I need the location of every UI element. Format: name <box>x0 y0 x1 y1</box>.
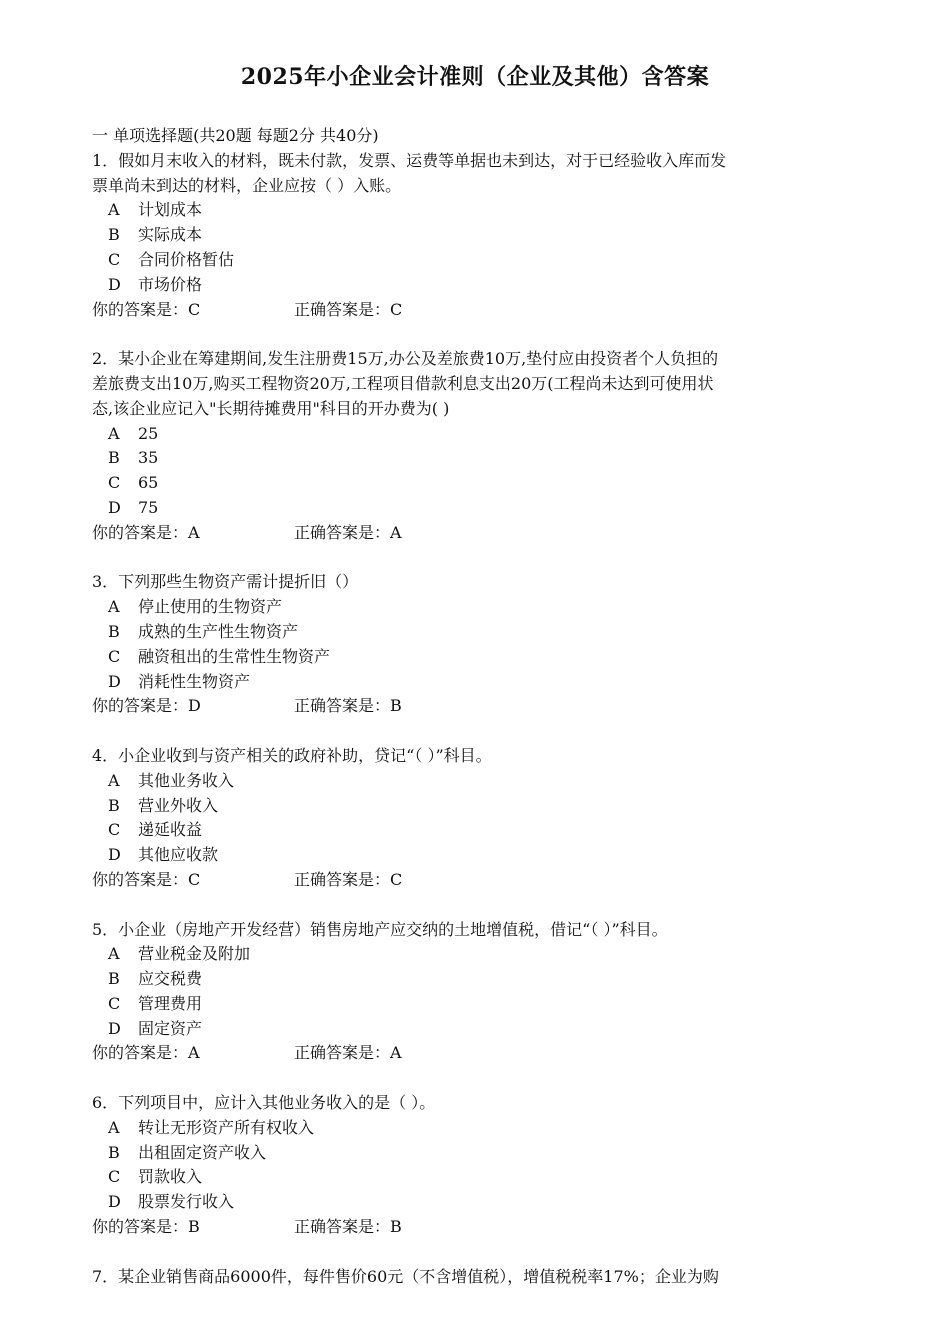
answer-line <box>92 521 872 546</box>
option-letter: B <box>108 621 120 641</box>
correct-answer-value: A <box>390 522 402 542</box>
your-answer <box>92 868 294 893</box>
option-c <box>92 818 872 843</box>
option-letter: B <box>108 969 120 989</box>
correct-answer-prefix: 正确答案是： <box>294 869 391 889</box>
your-answer <box>92 694 294 719</box>
correct-answer <box>294 523 402 542</box>
question-6 <box>92 1091 872 1240</box>
question-4 <box>92 744 872 893</box>
option-text: 转让无形资产所有权收入 <box>138 1117 315 1137</box>
option-text: 营业税金及附加 <box>138 944 251 964</box>
option-letter: C <box>108 820 121 840</box>
option-a <box>92 1116 872 1141</box>
option-letter: D <box>108 1018 121 1038</box>
option-text: 融资租出的生常性生物资产 <box>138 646 331 666</box>
option-text: 合同价格暂估 <box>138 249 235 269</box>
option-letter: A <box>108 944 120 964</box>
answer-line <box>92 868 872 893</box>
option-b <box>92 794 872 819</box>
option-text: 成熟的生产性生物资产 <box>138 621 299 641</box>
your-answer-prefix: 你的答案是： <box>92 1217 189 1237</box>
correct-answer-value: B <box>390 696 402 716</box>
option-c <box>92 992 872 1017</box>
option-a <box>92 942 872 967</box>
correct-answer-value: B <box>390 1217 402 1237</box>
option-b <box>92 1141 872 1166</box>
question-stem: 态,该企业应记入"长期待摊费用"科目的开办费为( ) <box>92 398 450 418</box>
option-c <box>92 471 872 496</box>
option-text: 固定资产 <box>138 1018 203 1038</box>
option-letter: A <box>108 1117 120 1137</box>
option-letter: C <box>108 646 121 666</box>
option-text: 实际成本 <box>138 225 203 245</box>
correct-answer-prefix: 正确答案是： <box>294 696 391 716</box>
your-answer <box>92 1041 294 1066</box>
option-d <box>92 843 872 868</box>
answer-line <box>92 694 872 719</box>
question-1 <box>92 149 872 323</box>
option-a <box>92 198 872 223</box>
correct-answer-prefix: 正确答案是： <box>294 522 391 542</box>
your-answer-value: D <box>188 696 201 716</box>
question-stem: 7．某企业销售商品6000件，每件售价60元（不含增值税），增值税税率17%；企业为购 <box>92 1266 719 1286</box>
option-text: 营业外收入 <box>138 795 219 815</box>
question-7 <box>92 1265 872 1290</box>
option-d <box>92 670 872 695</box>
option-letter: C <box>108 993 121 1013</box>
your-answer <box>92 1215 294 1240</box>
option-letter: A <box>108 200 120 220</box>
option-letter: B <box>108 225 120 245</box>
option-text: 停止使用的生物资产 <box>138 597 283 617</box>
option-text: 消耗性生物资产 <box>138 671 251 691</box>
option-letter: D <box>108 497 121 517</box>
document-body <box>92 124 872 1289</box>
your-answer-prefix: 你的答案是： <box>92 1043 189 1063</box>
option-letter: D <box>108 845 121 865</box>
option-a <box>92 595 872 620</box>
option-d <box>92 273 872 298</box>
option-text: 65 <box>138 473 159 493</box>
option-letter: D <box>108 671 121 691</box>
question-stem: 差旅费支出10万,购买工程物资20万,工程项目借款利息支出20万(工程尚未达到可使用状 <box>92 373 714 393</box>
option-letter: B <box>108 795 120 815</box>
option-letter: A <box>108 770 120 790</box>
option-text: 递延收益 <box>138 820 203 840</box>
your-answer-value: C <box>188 299 201 319</box>
your-answer-prefix: 你的答案是： <box>92 869 189 889</box>
option-letter: D <box>108 1192 121 1212</box>
question-stem: 6．下列项目中，应计入其他业务收入的是（ ）。 <box>92 1093 436 1113</box>
option-letter: B <box>108 448 120 468</box>
option-letter: A <box>108 423 120 443</box>
correct-answer-value: C <box>390 299 403 319</box>
option-d <box>92 1190 872 1215</box>
question-stem: 5．小企业（房地产开发经营）销售房地产应交纳的土地增值税，借记“（ ）”科目。 <box>92 919 668 939</box>
your-answer-value: A <box>188 522 200 542</box>
your-answer <box>92 298 294 323</box>
option-b <box>92 446 872 471</box>
option-letter: B <box>108 1142 120 1162</box>
option-d <box>92 1017 872 1042</box>
option-text: 35 <box>138 448 159 468</box>
correct-answer <box>294 1217 402 1236</box>
option-text: 管理费用 <box>138 993 203 1013</box>
correct-answer <box>294 870 402 889</box>
option-letter: A <box>108 597 120 617</box>
option-text: 罚款收入 <box>138 1167 203 1187</box>
question-5 <box>92 918 872 1067</box>
option-a <box>92 769 872 794</box>
correct-answer <box>294 1043 402 1062</box>
option-letter: C <box>108 473 121 493</box>
section-heading: 一 单项选择题(共20题 每题2分 共40分) <box>92 126 379 145</box>
question-stem: 2．某小企业在筹建期间,发生注册费15万,办公及差旅费10万,垫付应由投资者个人负担的 <box>92 349 719 369</box>
your-answer-value: A <box>188 1043 200 1063</box>
your-answer-value: B <box>188 1217 200 1237</box>
option-c <box>92 645 872 670</box>
correct-answer-value: A <box>390 1043 402 1063</box>
correct-answer <box>294 696 402 715</box>
option-letter: C <box>108 249 121 269</box>
option-text: 股票发行收入 <box>138 1192 235 1212</box>
correct-answer-prefix: 正确答案是： <box>294 1217 391 1237</box>
option-text: 应交税费 <box>138 969 203 989</box>
your-answer-prefix: 你的答案是： <box>92 299 189 319</box>
option-b <box>92 620 872 645</box>
option-text: 其他业务收入 <box>138 770 235 790</box>
your-answer-prefix: 你的答案是： <box>92 522 189 542</box>
question-stem: 4．小企业收到与资产相关的政府补助，贷记“（ ）”科目。 <box>92 745 492 765</box>
question-3 <box>92 570 872 719</box>
correct-answer <box>294 300 402 319</box>
option-c <box>92 248 872 273</box>
option-c <box>92 1165 872 1190</box>
your-answer-prefix: 你的答案是： <box>92 696 189 716</box>
option-letter: C <box>108 1167 121 1187</box>
question-stem: 票单尚未到达的材料，企业应按（ ）入账。 <box>92 175 402 195</box>
option-b <box>92 223 872 248</box>
option-text: 25 <box>138 423 159 443</box>
question-2 <box>92 347 872 545</box>
question-stem: 3．下列那些生物资产需计提折旧（） <box>92 572 359 592</box>
option-a <box>92 422 872 447</box>
answer-line <box>92 1215 872 1240</box>
option-text: 其他应收款 <box>138 845 219 865</box>
correct-answer-value: C <box>390 869 403 889</box>
option-text: 出租固定资产收入 <box>138 1142 267 1162</box>
your-answer <box>92 521 294 546</box>
your-answer-value: C <box>188 869 201 889</box>
option-b <box>92 967 872 992</box>
answer-line <box>92 298 872 323</box>
document-title: 2025年小企业会计准则（企业及其他）含答案 <box>240 64 710 90</box>
correct-answer-prefix: 正确答案是： <box>294 299 391 319</box>
answer-line <box>92 1041 872 1066</box>
option-text: 市场价格 <box>138 274 203 294</box>
question-stem: 1．假如月末收入的材料，既未付款，发票、运费等单据也未到达，对于已经验收入库而发 <box>92 150 727 170</box>
option-text: 计划成本 <box>138 200 203 220</box>
option-letter: D <box>108 274 121 294</box>
correct-answer-prefix: 正确答案是： <box>294 1043 391 1063</box>
option-text: 75 <box>138 497 159 517</box>
option-d <box>92 496 872 521</box>
